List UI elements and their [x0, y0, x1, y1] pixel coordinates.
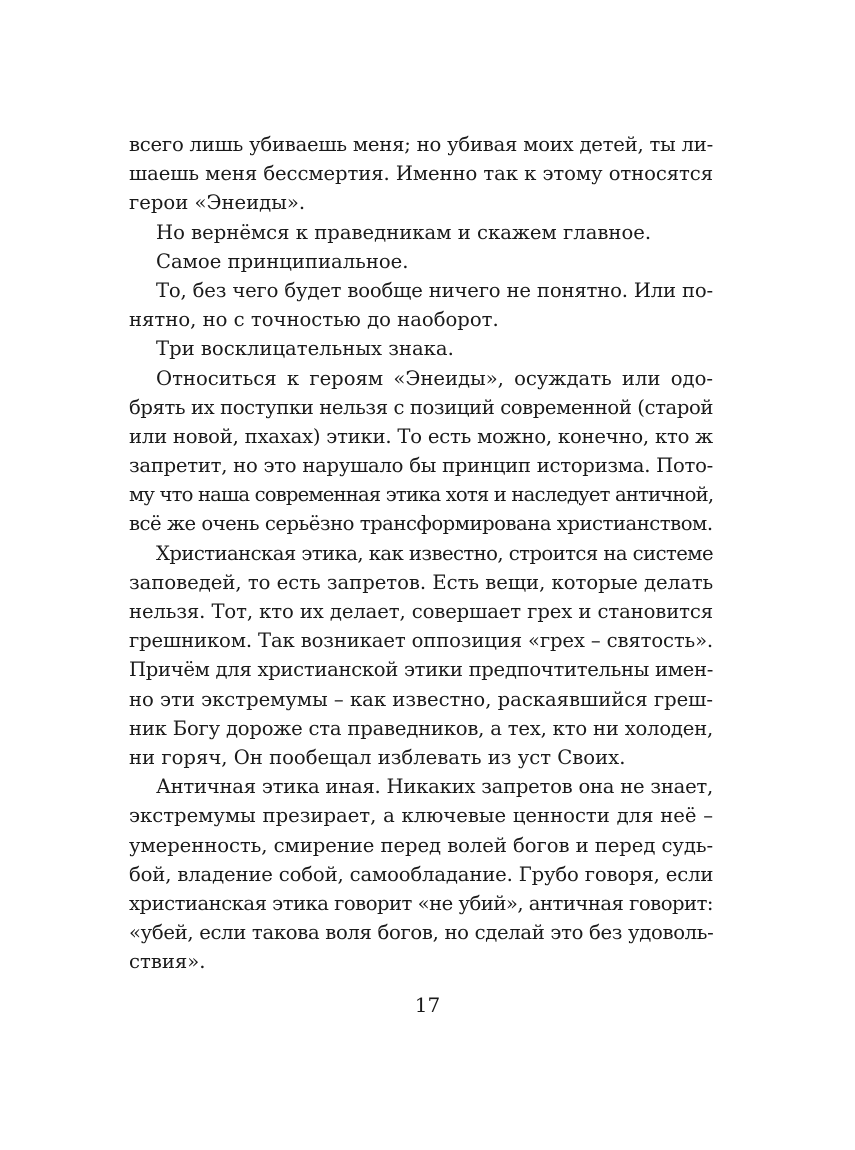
text-line: брять их поступки нельзя с позиций современной (старой [129, 395, 713, 419]
text-line: шаешь меня бессмертия. Именно так к этому относятся [129, 162, 713, 186]
body-text [129, 130, 713, 976]
text-line: «убей, если такова воля богов, но сделай это без удоволь- [129, 921, 714, 945]
text-line: Античная этика иная. Никаких запретов она не знает, [156, 775, 713, 799]
text-line: грешником. Так возникает оппозиция «грех – святость». [129, 629, 714, 653]
text-line: Но вернёмся к праведникам и скажем главное. [156, 220, 652, 244]
text-line: герои «Энеиды». [129, 191, 306, 215]
text-line: запретит, но это нарушало бы принцип историзма. Пото- [129, 454, 713, 478]
text-line: заповедей, то есть запретов. Есть вещи, которые делать [129, 570, 714, 594]
text-line: нельзя. Тот, кто их делает, совершает грех и становится [129, 600, 713, 623]
text-line: но эти экстремумы – как известно, раскаявшийся греш- [129, 687, 713, 711]
text-line: христианская этика говорит «не убий», античная говорит: [129, 891, 713, 915]
page-number: 17 [414, 993, 441, 1017]
text-line: ник Богу дороже ста праведников, а тех, кто ни холоден, [129, 716, 713, 740]
text-line: Три восклицательных знака. [156, 337, 454, 361]
text-line: му что наша современная этика хотя и наследует античной, [129, 483, 714, 507]
text-line: экстремумы презирает, а ключевые ценности для неё – [129, 804, 713, 828]
text-line: бой, владение собой, самообладание. Грубо говоря, если [129, 862, 714, 886]
text-line: умеренность, смирение перед волей богов и перед судь- [129, 833, 714, 857]
text-line: То, без чего будет вообще ничего не понятно. Или по- [156, 278, 713, 302]
text-line: ствия». [129, 950, 206, 974]
text-line: всё же очень серьёзно трансформирована христианством. [129, 512, 713, 536]
text-line: Христианская этика, как известно, строится на системе [156, 541, 713, 565]
text-line: всего лишь убиваешь меня; но убивая моих детей, ты ли- [129, 133, 713, 156]
text-line: ни горяч, Он пообещал изблевать из уст Своих. [129, 745, 626, 769]
text-line: Относиться к героям «Энеиды», осуждать или одо- [156, 366, 713, 390]
text-line: или новой, пхахах) этики. То есть можно, конечно, кто ж [129, 424, 713, 448]
text-line: нятно, но с точностью до наоборот. [129, 308, 499, 332]
text-line: Самое принципиальное. [156, 249, 409, 273]
text-line: Причём для христианской этики предпочтительны имен- [129, 658, 713, 682]
